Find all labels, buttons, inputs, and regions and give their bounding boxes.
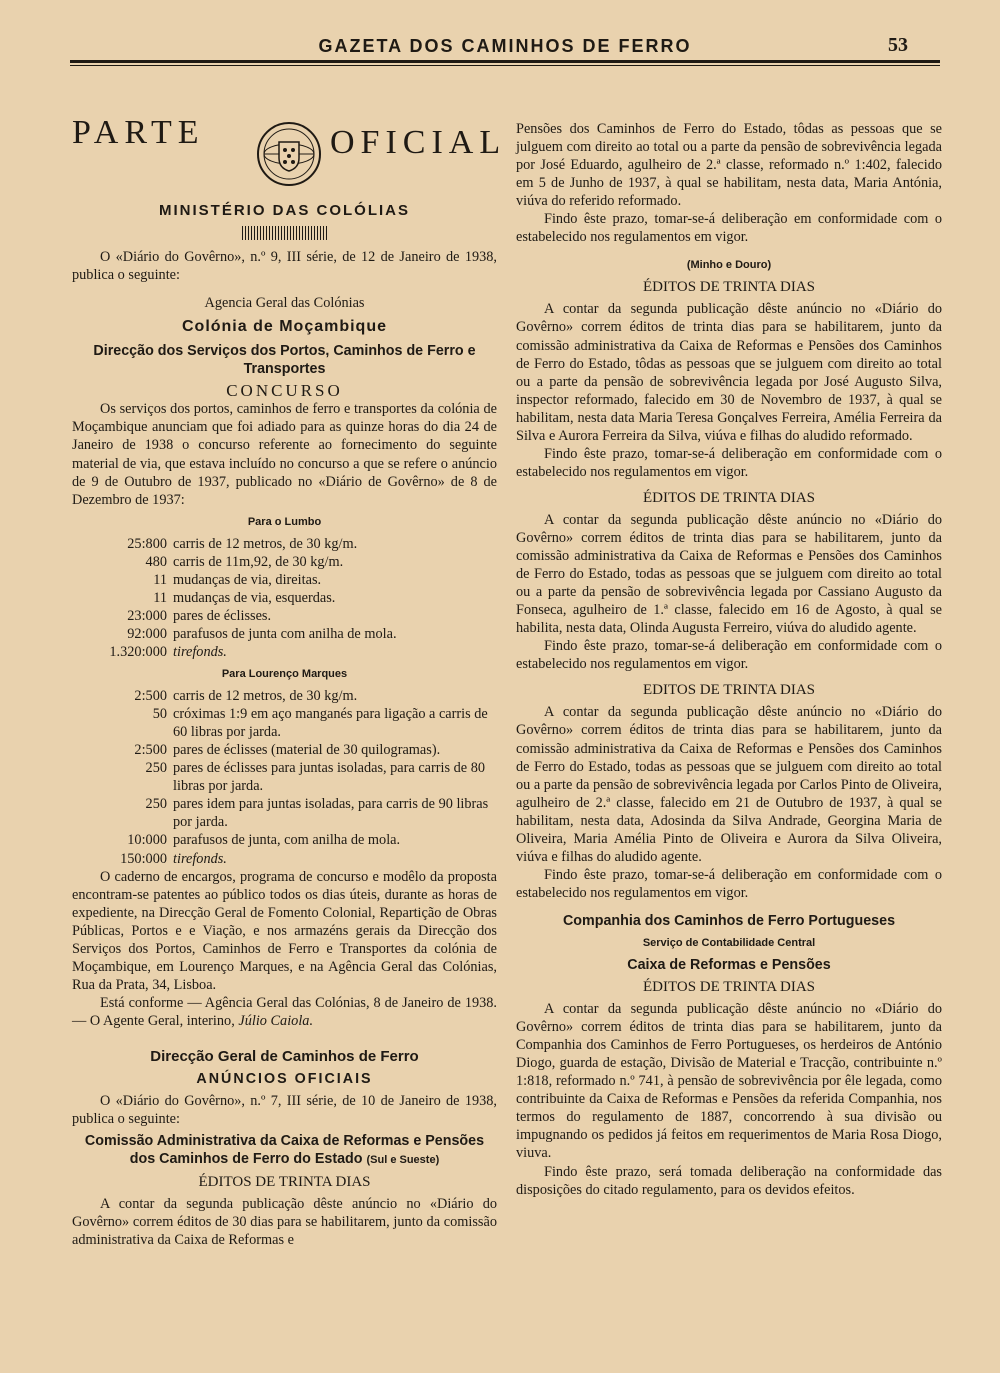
list-item: 1.320:000 tirefonds. <box>109 643 227 660</box>
right-column <box>516 120 942 1199</box>
directorate-heading: Direcção dos Serviços dos Portos, Caminhos de Ferro e Transportes <box>93 343 476 378</box>
ornament-divider <box>242 226 328 240</box>
concurso-paragraph: Os serviços dos portos, caminhos de ferro e transportes da colónia de Moçambique anunciam que foi adiado para as quinze horas do dia 24 de Janeiro de 1938 o concurso referente ao fornecimento do seguinte material de via, que estava incluído no concurso a que se refere o anúncio de 9 de Outubro de 1937, publicado no «Diário de Govêrno» de 8 de Dezembro de 1937: <box>72 401 497 508</box>
caderno-paragraph: O caderno de encargos, programa de concurso e modêlo da proposta encontram-se patentes ao público todos os dias úteis, durante as horas de expediente, na Direcção Geral de Fomento Colonial, Repartição de Obras Públicas, Portos e e Viação, e nos armazéns gerais da Direcção dos Serviços dos Portos, Caminhos de Ferro e Transportes da colónia de Moçambique, em Lourenço Marques, e na Agência Geral das Colónias, Rua da Prata, 34, Lisboa. <box>72 868 497 993</box>
signature: Júlio Caiola. <box>238 1012 314 1029</box>
para-lm-heading: Para Lourenço Marques <box>221 668 348 681</box>
editos-paragraph: A contar da segunda publicação dêste anúncio no «Diário do Govêrno» correm éditos de trinta dias para se habilitarem, junto da comissão administrativa da Caixa de Reformas e Pensões dos Caminhos de Ferro do Estado, todas as pessoas que se julguem com direito ao total ou a parte da pensão de sobrevivência legada por Carlos Pinto de Oliveira, agulheiro de 2.ª classe, falecido em 21 de Outubro de 1937, à qual se habilitam, nesta data, Adosinda da Silva Andrade, Georgina Maria de Oliveira, Maria Amélia Pinto de Oliveira e Aurora da Silva Oliveira, viúva e filhas do aludido agente. <box>516 704 942 865</box>
editos-paragraph: A contar da segunda publicação dêste anúncio no «Diário do Govêrno» correm éditos de trinta dias para se habilitarem, junto da comissão administrativa da Caixa de Reformas e Pensões dos Caminhos de Ferro do Estado, todas as pessoas que se julguem com direito ao total ou a parte da pensão de sobrevivência legada por Cassiano Augusto da Fonseca, agulheiro de 1.ª classe, falecido em 16 de Agosto, à qual se habilita, nesta data, Olinda Augusta Ferreiro, viúva do aludido agente. <box>516 511 942 637</box>
concurso-heading: CONCURSO <box>226 381 343 401</box>
list-item: 10:000 parafusos de junta, com anilha de mola. <box>127 832 401 849</box>
findo-paragraph: Findo êste prazo, tomar-se-á deliberação em conformidade com o estabelecido nos regulamentos em vigor. <box>516 445 942 480</box>
findo-paragraph: Findo êste prazo, será tomada deliberação na conformidade das disposições do citado regulamento, para os devidos efeitos. <box>516 1163 942 1198</box>
findo-paragraph: Findo êste prazo, tomar-se-á deliberação em conformidade com o estabelecido nos regulamentos em vigor. <box>516 638 942 673</box>
comissao-heading: Comissão Administrativa da Caixa de Reformas e Pensões dos Caminhos de Ferro do Estado (Sul e Sueste) <box>84 1133 485 1168</box>
agency-line: Agencia Geral das Colónias <box>204 295 365 312</box>
list-item: 480 carris de 11m,92, de 30 kg/m. <box>145 553 344 570</box>
list-item: 2:500 carris de 12 metros, de 30 kg/m. <box>134 688 358 705</box>
companhia-heading: Companhia dos Caminhos de Ferro Portugueses <box>562 912 896 929</box>
list-item: 92:000 parafusos de junta com anilha de mola. <box>127 625 397 642</box>
list-item: 23:000 pares de éclisses. <box>127 607 272 624</box>
header-rule <box>70 60 940 63</box>
masthead <box>72 114 507 192</box>
anuncios-heading: ANÚNCIOS OFICIAIS <box>196 1071 373 1088</box>
page-header <box>70 36 940 72</box>
dgcf-heading: Direcção Geral de Caminhos de Ferro <box>150 1047 419 1065</box>
editos-paragraph: A contar da segunda publicação dêste anúncio no «Diário do Govêrno» correm éditos de trinta dias para se habilitarem, junto da Companhia dos Caminhos de Ferro Portugueses, os herdeiros de António Diogo, guarda de estação, Divisão de Material e Tracção, contribuinte n.º 1:818, reformado n.º 741, à pensão de sobrevivência por êle legada, como contribuinte da Caixa de Reformas e Pensões da referida Companhia, nos termos do regulamento de 1887, concorrendo à sua divisão ou impugnando os pedidos já feitos em requerimentos de Maria Rosa Diogo, viuva. <box>516 1001 942 1162</box>
page-number: 53 <box>888 34 908 56</box>
editos-heading: ÉDITOS DE TRINTA DIAS <box>198 1174 371 1191</box>
coat-of-arms-icon <box>255 120 323 188</box>
conforme-paragraph: Está conforme — Agência Geral das Colónias, 8 de Janeiro de 1938. — O Agente Geral, interino, Júlio Caiola. <box>72 994 497 1029</box>
editos-heading: ÉDITOS DE TRINTA DIAS <box>643 979 815 996</box>
header-rule-thin <box>70 65 940 66</box>
journal-title: GAZETA DOS CAMINHOS DE FERRO <box>318 36 692 56</box>
editos-heading: ÉDITOS DE TRINTA DIAS <box>643 489 815 506</box>
list-item: 25:800 carris de 12 metros, de 30 kg/m. <box>127 535 358 552</box>
para-lumbo-heading: Para o Lumbo <box>247 515 322 528</box>
caixa-heading: Caixa de Reformas e Pensões <box>627 957 831 974</box>
editos-heading: EDITOS DE TRINTA DIAS <box>643 682 815 699</box>
list-item: 250 pares de éclisses para juntas isoladas, para carris de 80 libras por jarda. <box>145 760 486 795</box>
list-item: 50 cróximas 1:9 em aço manganés para ligação a carris de 60 libras por jarda. <box>152 706 488 741</box>
editos-paragraph: A contar da segunda publicação dêste anúncio no «Diário do Govêrno» correm éditos de 30 dias para se habilitarem, junto da comissão administrativa da Caixa de Reformas e <box>72 1196 497 1249</box>
list-item: 250 pares idem para juntas isoladas, para carris de 90 libras por jarda. <box>145 796 489 831</box>
lm-list <box>72 687 497 867</box>
list-item: 2:500 pares de éclisses (material de 30 quilogramas). <box>134 742 441 759</box>
list-item: 11 mudanças de via, direitas. <box>153 571 322 588</box>
sul-label: (Sul e Sueste) <box>366 1154 440 1167</box>
findo-paragraph: Findo êste prazo, tomar-se-á deliberação em conformidade com o estabelecido nos regulamentos em vigor. <box>516 866 942 901</box>
servico-heading: Serviço de Contabilidade Central <box>642 936 816 949</box>
ministry-heading: MINISTÉRIO DAS COLÓLIAS <box>158 202 410 219</box>
list-item: 150:000 tirefonds. <box>120 850 227 867</box>
intro2-paragraph: O «Diário do Govêrno», n.º 7, III série, de 10 de Janeiro de 1938, publica o seguinte: <box>72 1093 497 1128</box>
masthead-oficial: OFICIAL <box>330 124 507 161</box>
findo-paragraph: Findo êste prazo, tomar-se-á deliberação em conformidade com o estabelecido nos regulamentos em vigor. <box>516 211 942 246</box>
list-item: 11 mudanças de via, esquerdas. <box>153 589 336 606</box>
continued-paragraph: Pensões dos Caminhos de Ferro do Estado, tôdas as pessoas que se julguem com direito ao total ou a parte da pensão de sobrevivência legada por José Eduardo, agulheiro de 2.ª classe, reformado n.º 1:402, falecido em 5 de Junho de 1937, à qual se habilitam, nesta data, Maria Antónia, viúva do referido reformado. <box>516 121 942 210</box>
editos-paragraph: A contar da segunda publicação dêste anúncio no «Diário do Govêrno» correm éditos de trinta dias para se habilitarem, junto da comissão administrativa da Caixa de Reformas e Pensões dos Caminhos de Ferro do Estado, tôdas as pessoas que se julguem com direito ao total ou a parte da pensão de sobrevivência legada por José Augusto Silva, inspector reformado, falecido em 30 de Novembro de 1937, à qual se habilitam, nesta data Maria Teresa Gonçalves Ferreira, Amélia Ferreira da Silva e Aurora Ferreira da Silva, viúva e filhas do aludido reformado. <box>516 301 942 444</box>
masthead-parte: PARTE <box>72 114 205 151</box>
lumbo-list <box>72 535 497 661</box>
minho-label: (Minho e Douro) <box>686 259 772 272</box>
left-column <box>72 114 507 1249</box>
intro-paragraph: O «Diário do Govêrno», n.º 9, III série, de 12 de Janeiro de 1938, publica o seguinte: <box>72 249 497 284</box>
editos-heading: ÉDITOS DE TRINTA DIAS <box>643 279 815 296</box>
colony-heading: Colónia de Moçambique <box>181 318 387 336</box>
